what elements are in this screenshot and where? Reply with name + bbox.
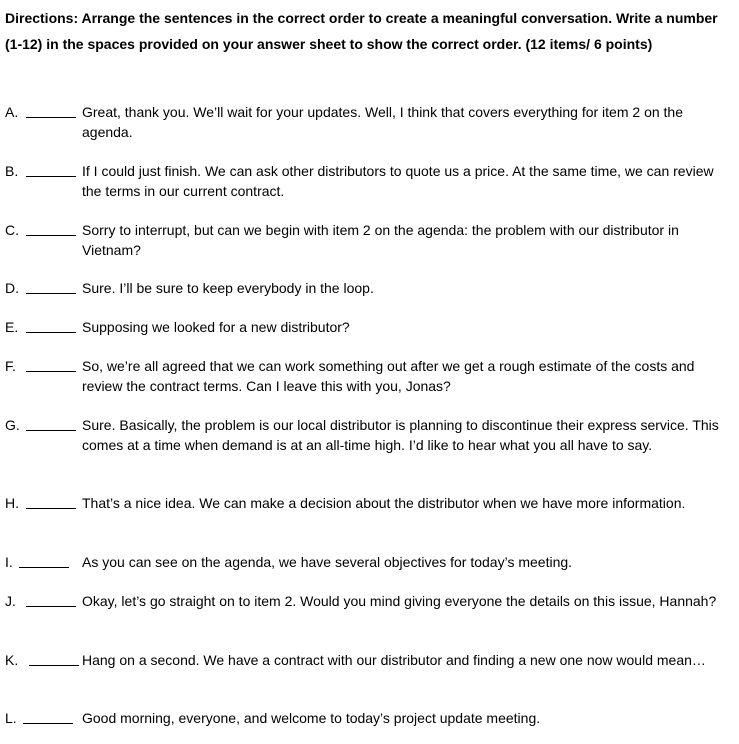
item-letter: K. <box>5 652 19 668</box>
answer-blank[interactable] <box>26 415 76 431</box>
item-i <box>5 552 730 572</box>
item-letter: E. <box>5 319 19 335</box>
item-h <box>5 493 730 513</box>
item-text: Hang on a second. We have a contract with our distributor and finding a new one now would mean… <box>82 652 706 668</box>
item-letter: B. <box>5 163 19 179</box>
item-text: Sorry to interrupt, but can we begin with item 2 on the agenda: the problem with our distributor in Vietnam? <box>82 222 679 258</box>
item-letter: F. <box>5 358 16 374</box>
answer-blank[interactable] <box>26 278 76 294</box>
item-letter: J. <box>5 593 16 609</box>
item-e <box>5 317 730 337</box>
answer-blank[interactable] <box>29 650 79 666</box>
answer-blank[interactable] <box>26 317 76 333</box>
item-text: Supposing we looked for a new distributor? <box>82 319 350 335</box>
item-letter: C. <box>5 222 19 238</box>
answer-blank[interactable] <box>26 356 76 372</box>
item-text: That’s a nice idea. We can make a decision about the distributor when we have more information. <box>82 495 686 511</box>
item-letter: A. <box>5 104 19 120</box>
item-letter: H. <box>5 495 19 511</box>
item-f <box>5 356 730 396</box>
item-k <box>5 650 730 670</box>
item-text: So, we’re all agreed that we can work something out after we get a rough estimate of the costs and review the contract terms. Can I leave this with you, Jonas? <box>82 358 695 394</box>
answer-blank[interactable] <box>26 493 76 509</box>
answer-blank[interactable] <box>26 161 76 177</box>
item-d <box>5 278 730 298</box>
item-j <box>5 591 730 611</box>
answer-blank[interactable] <box>26 220 76 236</box>
item-c <box>5 220 730 260</box>
item-text: Sure. I’ll be sure to keep everybody in the loop. <box>82 280 374 296</box>
answer-blank[interactable] <box>23 708 73 724</box>
answer-blank[interactable] <box>26 591 76 607</box>
item-a <box>5 102 730 142</box>
item-text: Okay, let’s go straight on to item 2. Would you mind giving everyone the details on this issue, Hannah? <box>82 593 717 609</box>
item-text: As you can see on the agenda, we have several objectives for today’s meeting. <box>82 554 573 570</box>
item-l <box>5 708 730 728</box>
item-text: If I could just finish. We can ask other distributors to quote us a price. At the same time, we can review the terms in our current contract. <box>82 163 714 199</box>
item-letter: I. <box>5 554 13 570</box>
item-letter: G. <box>5 417 20 433</box>
item-g <box>5 415 730 455</box>
directions-text: Directions: Arrange the sentences in the correct order to create a meaningful conversation. Write a number (1-12) in the spaces provided on your answer sheet to show the correct order. (12 items/ 6 points) <box>5 10 718 52</box>
item-text: Good morning, everyone, and welcome to today’s project update meeting. <box>82 710 541 726</box>
item-letter: D. <box>5 280 19 296</box>
item-b <box>5 161 730 201</box>
answer-blank[interactable] <box>19 552 69 568</box>
item-text: Great, thank you. We’ll wait for your updates. Well, I think that covers everything for item 2 on the agenda. <box>82 104 683 140</box>
item-text: Sure. Basically, the problem is our local distributor is planning to discontinue their express service. This comes at a time when demand is at an all-time high. I’d like to hear what you all have to say. <box>82 417 719 453</box>
item-letter: L. <box>5 710 17 726</box>
answer-blank[interactable] <box>26 102 76 118</box>
